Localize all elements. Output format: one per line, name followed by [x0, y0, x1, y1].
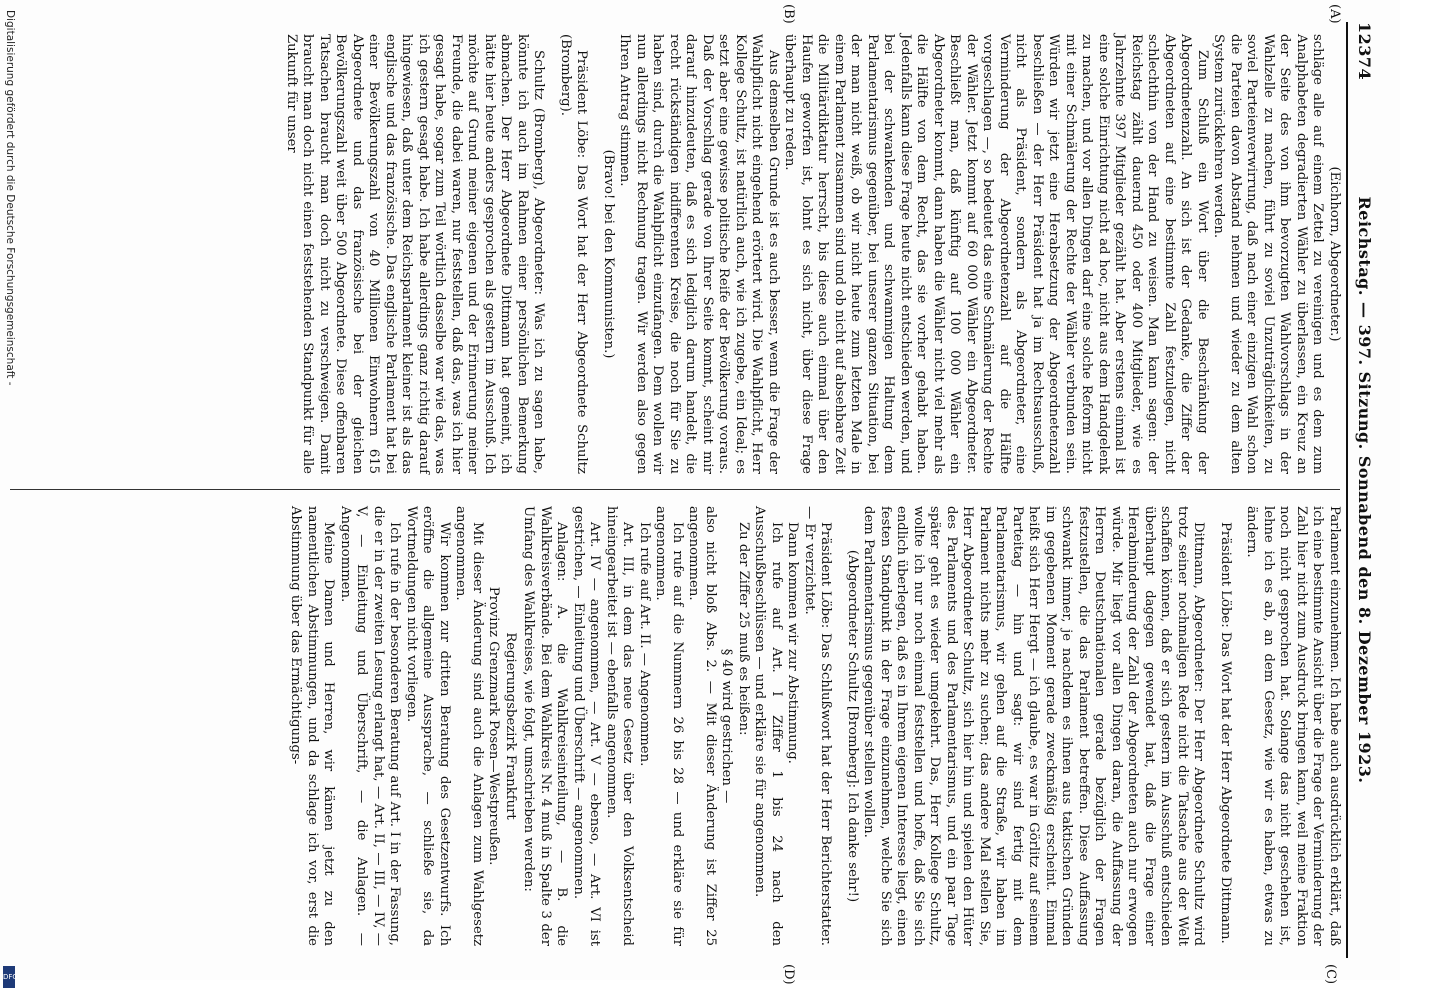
vote-line: § 40 wird gestrichen — — [719, 648, 735, 804]
margin-letter-d: (D) — [781, 964, 796, 985]
vote-line: Ich rufe auf die Nummern 26 bis 28 — und erkläre sie für angenommen. — [653, 506, 685, 946]
margin-letter-a: (A) — [1327, 4, 1342, 24]
interjection: (Abgeordneter Schultz [Bromberg]: Ich danke sehr!) — [845, 549, 860, 903]
header-title: Reichstag. — 397. Sitzung. Sonnabend den 8. Dezember 1923. — [1355, 196, 1374, 784]
applause-note: (Bravo! bei den Kommunisten.) — [601, 149, 616, 359]
vote-line: Ich rufe auf Art. II. — Angenommen. — [637, 522, 652, 767]
vote-line: Art. IV — angenommen, — Art. V — ebenso, — Art. VI ist gestrichen, — Einleitung und Überschrift — angenommen. — [571, 506, 603, 946]
right-column — [287, 506, 1342, 946]
paragraph: Wir kommen zur dritten Beratung des Gesetzentwurfs. Ich eröffne die allgemeine Aussprache, — schließe sie, da Wortmeldungen nicht vorliegen. — [404, 506, 452, 946]
speech-schultz: Schultz (Bromberg), Abgeordneter: Was ich zu sagen habe, könnte ich auch im Rahmen einer persönlichen Bemerkung abmachen. Der Herr Abgeordnete Dittmann hat gemeint, ich hätte hier heute anders gesprochen als gestern im Ausschuß. Ich möchte auf Grund meiner eigenen und der Erinnerung meiner Freunde, die dabei waren, nur feststellen, daß das, was ich hier gesagt habe, sogar zum Teil wörtlich dasselbe war wie das, was ich gestern gesagt habe. Ich habe allerdings ganz richtig darauf hingewiesen, daß unter dem Reichsparlament kleiner ist als das englische und das französische. Das englische Parlament hat bei einer Bevölkerungszahl von 40 Millionen Einwohnern 615 Abgeordnete und das französische bei der gleichen Bevölkerungszahl weit über 500 Abgeordnete. Diese offenbaren Tatsachen braucht man doch nicht zu verschweigen. Damit braucht man doch nicht einen feststehenden Standpunkt für alle Zukunft für unser — [284, 34, 547, 474]
left-column — [283, 34, 1343, 474]
region-line: Regierungsbezirk Frankfurt — [503, 632, 518, 820]
footer-credit: Digitalisierung gefördert durch die Deutsche Forschungsgemeinschaft - — [4, 10, 16, 386]
paragraph: Meine Damen und Herren, wir kämen jetzt zu den namentlichen Abstimmungen, und da schlage ich vor, erst die Abstimmung über das Ermächtigungs- — [288, 506, 337, 946]
page-header — [1350, 22, 1376, 958]
margin-letter-c: (C) — [1323, 964, 1338, 985]
speech-dittmann: Dittmann, Abgeordneter: Der Herr Abgeordnete Schultz wird trotz seiner nochmaligen Rede nicht die Tatsache aus der Welt schaffen können, daß er sich gestern im Ausschuß entschieden überhaupt dagegen gewendet hat, daß die Frage einer Herabminderung der Zahl der Abgeordneten auch nur erwogen würde. Mir liegt vor allen Dingen daran, die Auffassung der Herren Deutschnationalen gerade bezüglich der Fragen festzustellen, die das Parlament betreffen. Diese Auffassung schwankt immer, je nachdem es ihnen aus taktischen Gründen im gegebenen Moment gerade zweckmäßig erscheint. Einmal heißt sich Herr Hergt — ich glaube, es war in Görlitz auf seinem Parteitag — hin und sagt: wir sind fertig mit dem Parlamentarismus, wir gehen auf die Straße, wir haben im Parlament nichts mehr zu suchen; das andere Mal stellen Sie, Herr Abgeordneter Schultz, sich hier hin und spielen den Hüter des Parlaments und des Parlamentarismus, und ein paar Tage später geht es wieder umgekehrt. Das, Herr Kollege Schultz, wollte ich nur noch einmal feststellen und hoffe, daß Sie sich endlich überlegen, daß es in Ihrem eigenen Interesse liegt, einen festen Standpunkt in der Frage einzunehmen, welche Sie sich dem Parlamentarismus gegenüber stellen wollen. — [861, 506, 1207, 946]
page-number: 12374 — [1355, 22, 1374, 81]
vote-line: Dann kommen wir zur Abstimmung. — [785, 522, 801, 764]
header-rule — [1346, 22, 1348, 958]
vote-line: Ich rufe auf Art. I Ziffer 1 bis 24 nach den Ausschußbeschlüssen — und erkläre sie für angenommen. — [752, 506, 784, 946]
vote-line: Zu der Ziffer 25 muß es heißen: — [736, 522, 751, 736]
paragraph: Parlament einzunehmen. Ich habe auch ausdrücklich erklärt, daß ich eine bestimmte Ansicht über die Frage der Verminderung der Zahl hier nicht zum Ausdruck bringen kann, weil meine Fraktion noch nicht gesprochen hat. Solange das nicht geschehen ist, lehne ich es ab, an dem Gesetz, wie wir es haben, etwas zu ändern. — [1244, 506, 1342, 946]
paragraph: Zum Schluß ein Wort über die Beschränkung der Abgeordnetenzahl. An sich ist der Gedanke, die Ziffer der Abgeordneten auf eine bestimmte Zahl festzulegen, nicht schlechthin von der Hand zu weisen. Man kann sagen: der Reichstag zählt dauernd 450 oder 400 Mitglieder, wie es Jahrzehnte 397 Mitglieder gezählt hat. Aber erstens einmal ist eine solche Einrichtung nicht ad hoc, nicht aus dem Handgelenk zu machen, und vor allen Dingen darf eine solche Reform nicht mit einer Schmälerung der Rechte der Wähler verbunden sein. Würden wir jetzt eine Herabsetzung der Abgeordnetenzahl beschließen — der Herr Präsident hat ja im Rechtsausschuß, nicht als Präsident, sondern als Abgeordneter, eine Verminderung der Abgeordnetenzahl auf die Hälfte vorgeschlagen —, so bedeutet das eine Schmälerung der Rechte der Wähler. Jetzt kommt auf 60 000 Wähler ein Abgeordneter. Beschließt man, daß künftig auf 100 000 Wähler ein Abgeordneter kommt, dann haben die Wähler nicht viel mehr als die Hälfte von dem Recht, das sie vorher gehabt haben. Jedenfalls kann diese Frage heute nicht entschieden werden, und bei der schwankenden und schwammigen Haltung dem Parlamentarismus gegenüber, bei unserer ganzen Situation, bei der man nicht weiß, ob wir nicht heute zum letzten Male in einem Parlament zusammen sind und ob nicht auf absehbare Zeit die Militärdiktatur herrscht, bis diese auch einmal über den Haufen geworfen ist, lohnt es sich nicht, über diese Frage überhaupt zu reden. — [782, 34, 1210, 474]
president-statement: Präsident Löbe: Das Wort hat der Herr Abgeordnete Schultz (Bromberg). — [558, 34, 590, 474]
paragraph: schläge alle auf einem Zettel zu vereinigen und es dem zum Analphabeten degradierten Wähler zu überlassen, ein Kreuz an der Seite des von ihm bevorzugten Wahlvorschlags in der Wahlzelle zu machen, führt zu soviel Unzuträglichkeiten, zu soviel Parteienverwirrung, daß nach einer einzigen Wahl schon die Parteien davon Abstand nehmen und wieder zu dem alten System zurückkehren werden. — [1211, 34, 1326, 474]
digitization-footer — [2, 10, 16, 990]
dfg-logo: DFG — [3, 966, 15, 988]
paragraph: Aus demselben Grunde ist es auch besser, wenn die Frage der Wahlpflicht nicht eingehend erörtert wird. Die Wahlpflicht, Herr Kollege Schultz, ist natürlich auch, wie ich zugebe, ein Ideal; es setzt aber eine gewisse politische Reife der Bevölkerung voraus. Daß der Vorschlag gerade von Ihrer Seite kommt, scheint mir darauf hinzudeuten, daß es sich lediglich darum handelt, die recht rückständigen indifferenten Kreise, die noch für Sie zu haben sind, durch die Wahlpflicht einzufangen. Dem wollen wir nun allerdings nicht Rechnung tragen. Wir werden also gegen Ihren Antrag stimmen. — [617, 34, 781, 474]
paragraph: Mit dieser Änderung sind auch die Anlagen zum Wahlgesetz angenommen. — [453, 506, 485, 946]
speaker-continuation: (Eichhorn, Abgeordneter.) — [1327, 166, 1342, 342]
president-statement: Präsident Löbe: Das Wort hat der Herr Abgeordnete Dittmann. — [1218, 522, 1233, 944]
vote-line: Art. III, in dem das neue Gesetz über den Volksentscheid hineingearbeitet ist — ebenfalls angenommen. — [604, 506, 636, 946]
vote-line: also nicht bloß Abs. 2. — Mit dieser Änderung ist Ziffer 25 angenommen. — [686, 506, 718, 946]
region-line: Provinz Grenzmark Posen—Westpreußen. — [486, 586, 502, 866]
president-statement: Präsident Löbe: Das Schlußwort hat der Herr Berichterstatter. — Er verzichtet. — [802, 506, 834, 946]
column-divider — [10, 489, 1340, 490]
paragraph: Ich rufe in der besonderen Beratung auf Art. I in der Fassung, die er in der zweiten Lesung erlangt hat, — Art. II, — III, — IV, — V, — Einleitung und Überschrift, — die Anlagen. — Angenommen. — [338, 506, 403, 946]
vote-line: Anlagen: A. die Wahlkreiseinteilung, — B. die Wahlkreisverbände. Bei dem Wahlkreis Nr. 4 muß in Spalte 3 der Umfang des Wahlkreises, wie folgt, umschrieben werden: — [521, 506, 570, 946]
margin-letter-b: (B) — [781, 4, 796, 24]
